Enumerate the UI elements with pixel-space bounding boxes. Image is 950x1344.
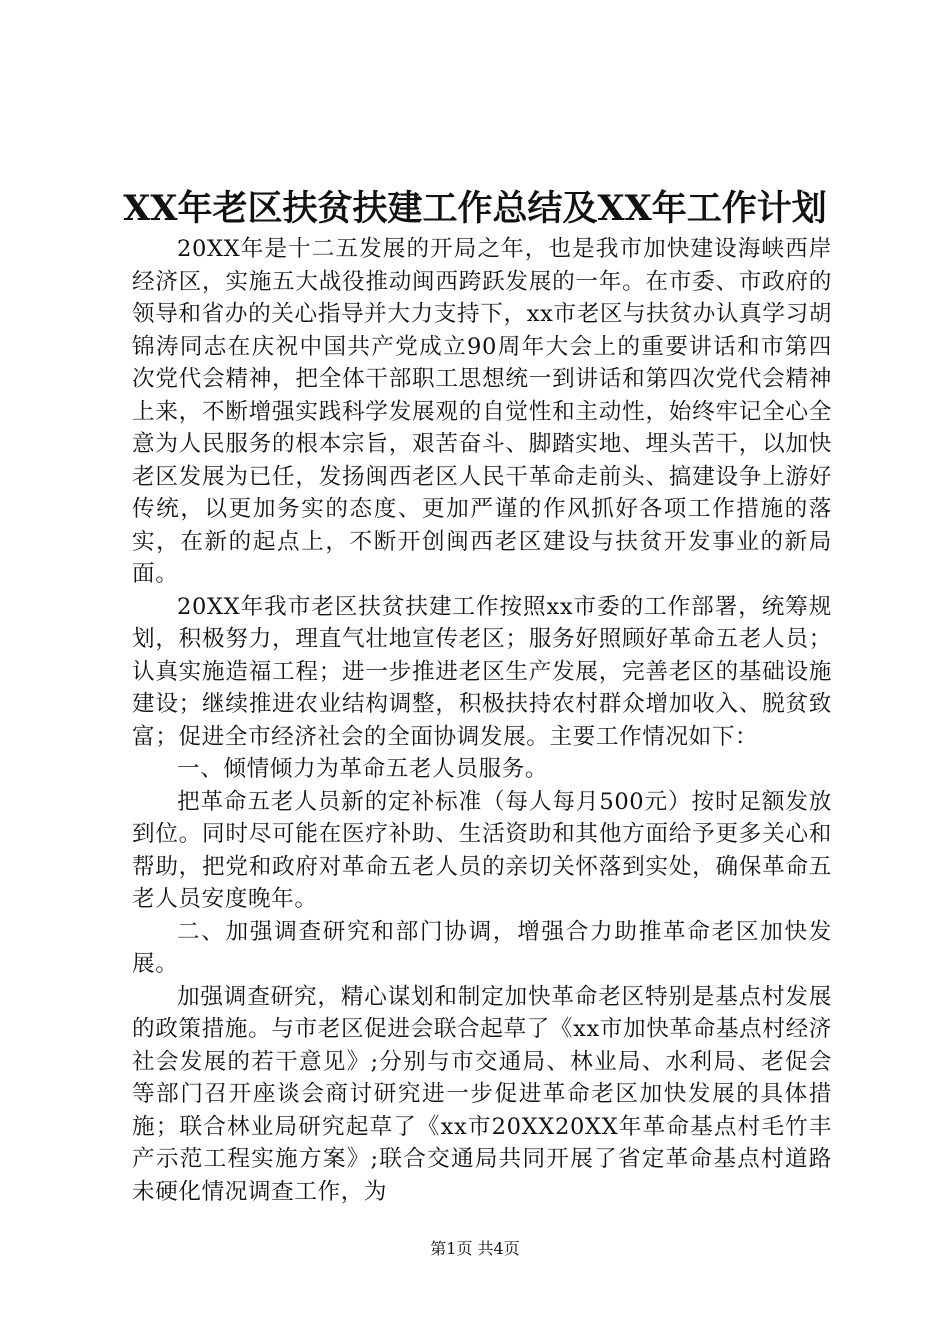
page-number-footer: 第1页 共4页 (430, 1239, 520, 1258)
section-heading-1: 一、倾情倾力为革命五老人员服务。 (177, 756, 549, 782)
paragraph-intro: 20XX年是十二五发展的开局之年，也是我市加快建设海峡西岸经济区，实施五大战役推动闽西跨跃发展的一年。在市委、市政府的领导和省办的关心指导并大力支持下，xx市老区与扶贫办认真学习胡锦涛同志在庆祝中国共产党成立90周年大会上的重要讲话和市第四次党代会精神，把全体干部职工思想统一到讲话和第四次党代会精神上来，不断增强实践科学发展观的自觉性和主动性，始终牢记全心全意为人民服务的根本宗旨，艰苦奋斗、脚踏实地、埋头苦干，以加快老区发展为已任，发扬闽西老区人民干革命走前头、搞建设争上游好传统，以更加务实的态度、更加严谨的作风抓好各项工作措施的落实，在新的起点上，不断开创闽西老区建设与扶贫开发事业的新局面。 (132, 236, 832, 587)
document-title: XX年老区扶贫扶建工作总结及XX年工作计划 (123, 188, 827, 229)
document-body (132, 233, 832, 1208)
paragraph-overview: 20XX年我市老区扶贫扶建工作按照xx市委的工作部署，统筹规划，积极努力，理直气壮地宣传老区；服务好照顾好革命五老人员；认真实施造福工程；进一步推进老区生产发展，完善老区的基础设施建设；继续推进农业结构调整，积极扶持农村群众增加收入、脱贫致富；促进全市经济社会的全面协调发展。主要工作情况如下： (132, 593, 832, 750)
paragraph-section-1: 把革命五老人员新的定补标准（每人每月500元）按时足额发放到位。同时尽可能在医疗补助、生活资助和其他方面给予更多关心和帮助，把党和政府对革命五老人员的亲切关怀落到实处，确保革命五老人员安度晚年。 (132, 788, 832, 912)
section-heading-2: 二、加强调查研究和部门协调，增强合力助推革命老区加快发展。 (132, 918, 832, 977)
paragraph-section-2: 加强调查研究，精心谋划和制定加快革命老区特别是基点村发展的政策措施。与市老区促进会联合起草了《xx市加快革命基点村经济社会发展的若干意见》;分别与市交通局、林业局、水利局、老促会等部门召开座谈会商讨研究进一步促进革命老区加快发展的具体措施；联合林业局研究起草了《xx市20XX20XX年革命基点村毛竹丰产示范工程实施方案》;联合交通局共同开展了省定革命基点村道路未硬化情况调查工作，为 (132, 983, 832, 1205)
